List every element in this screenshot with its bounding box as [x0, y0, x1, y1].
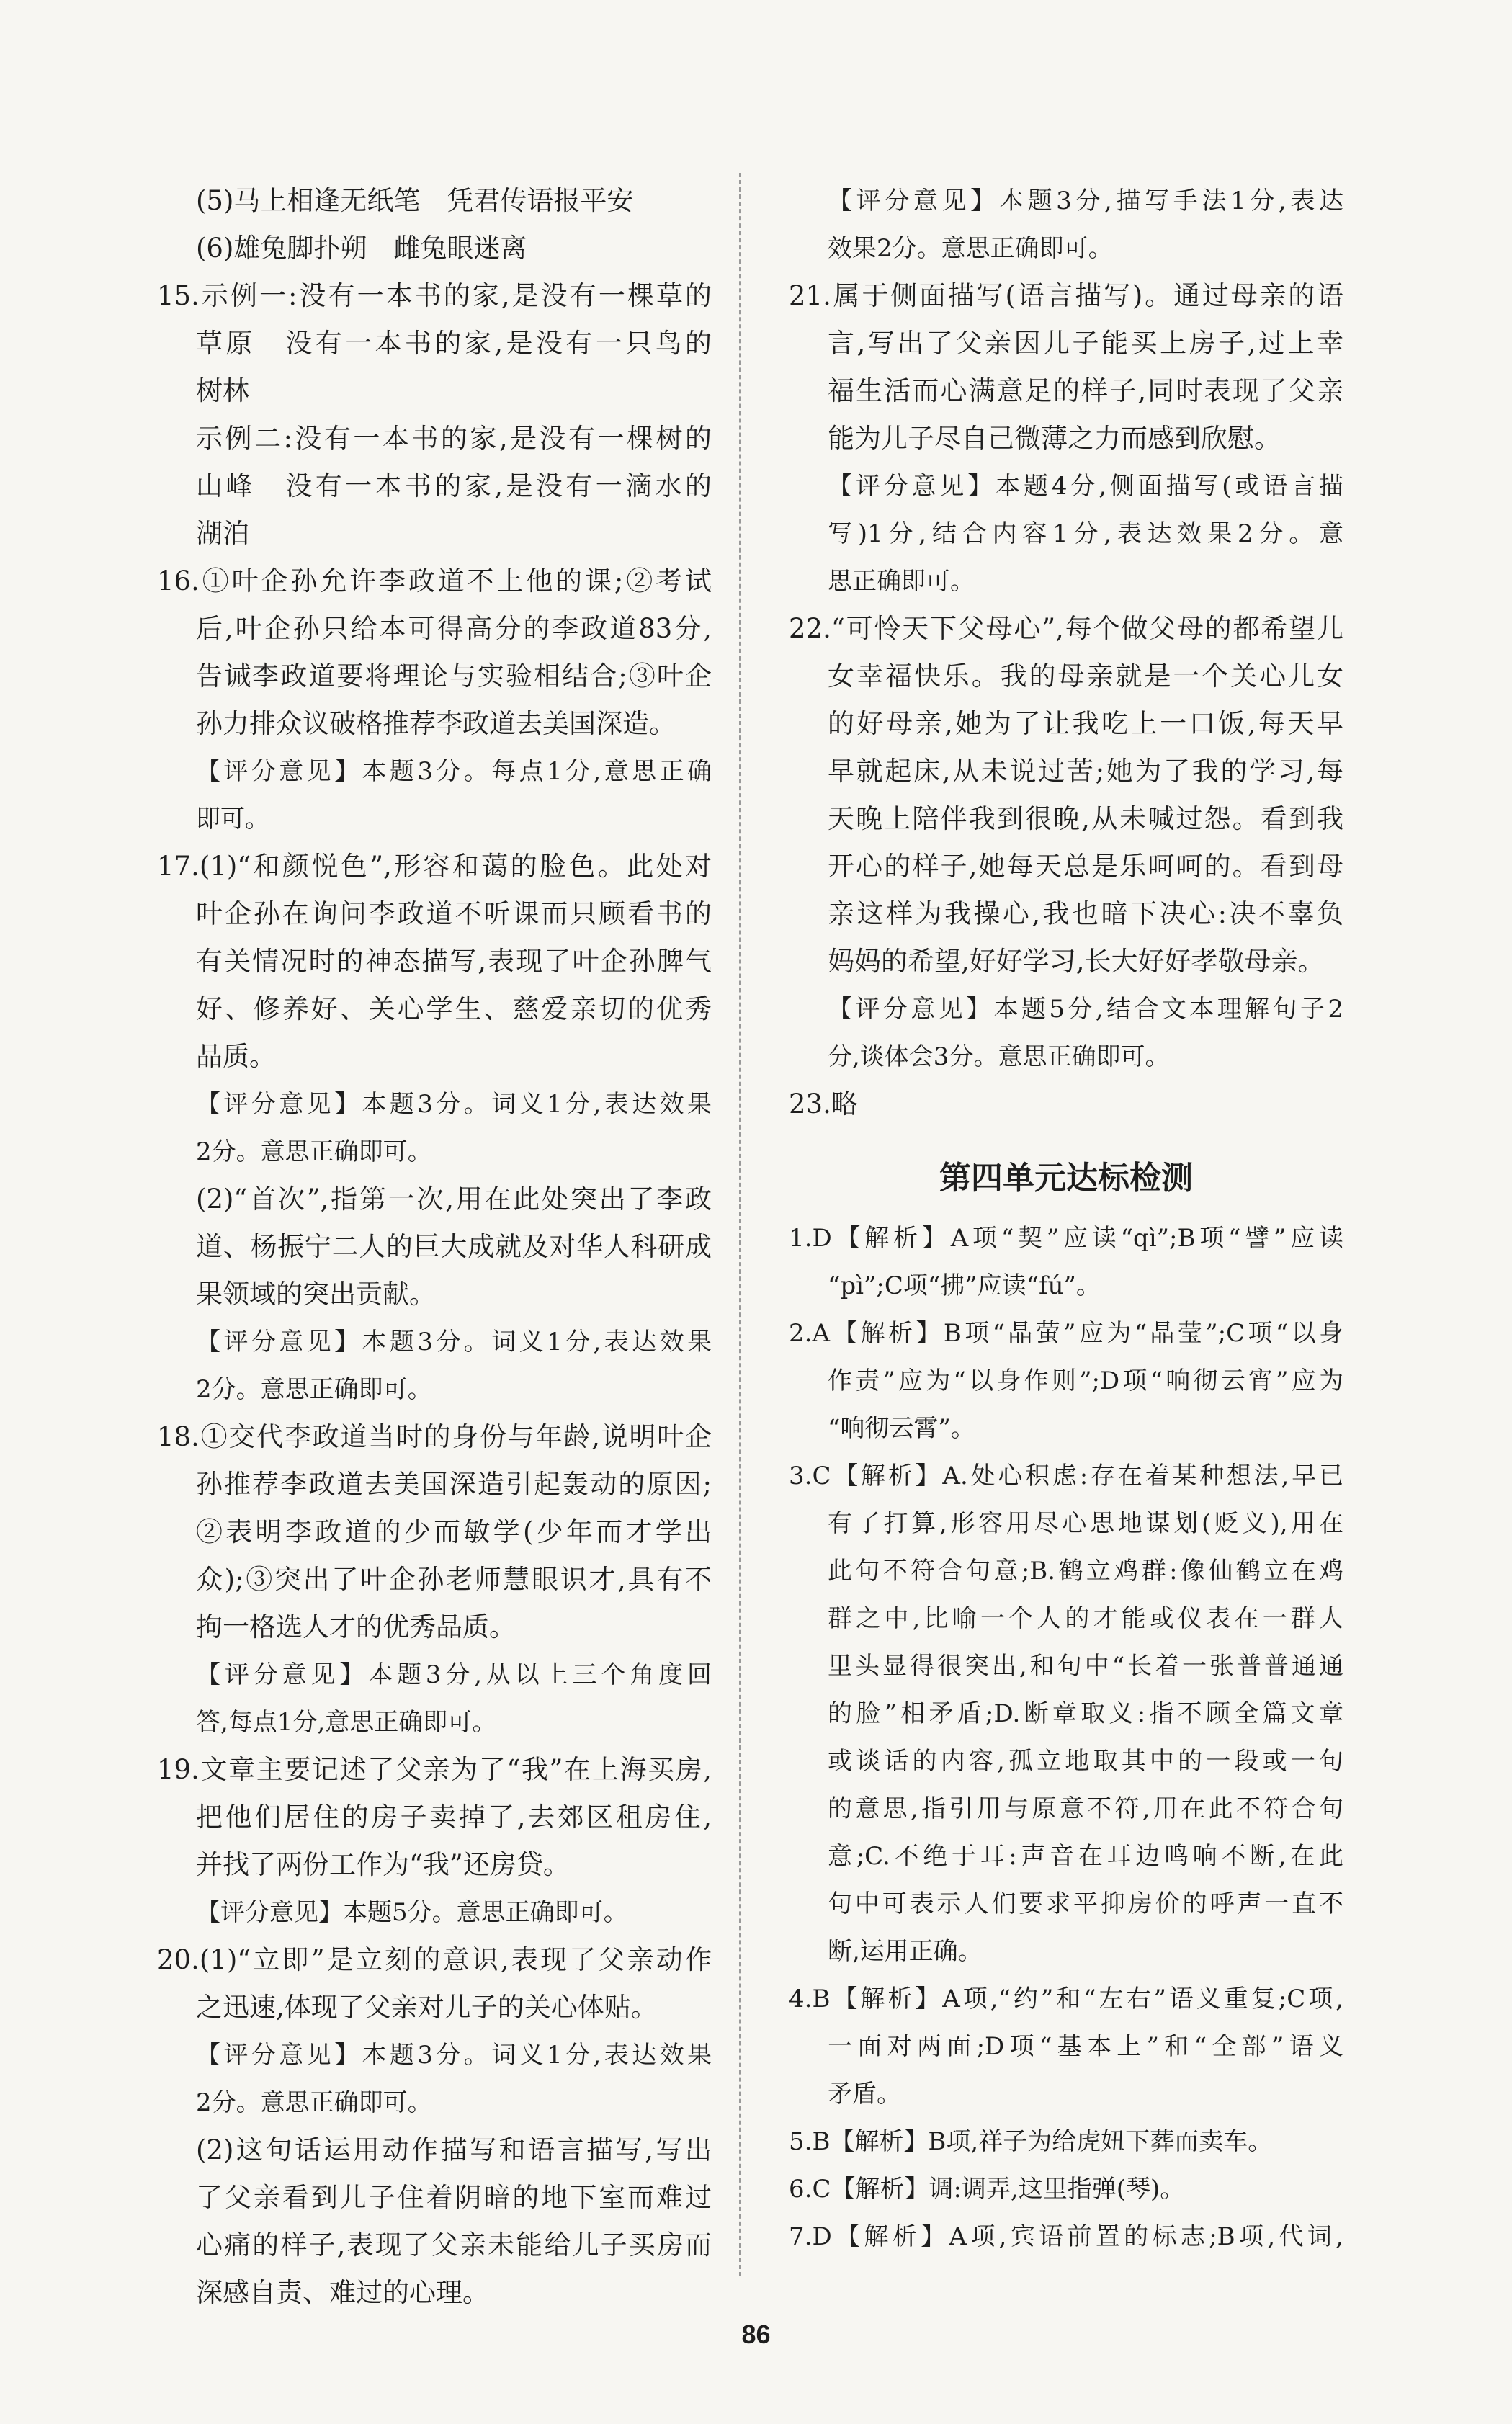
text-line: 作责”应为“以身作则”;D项“响彻云宵”应为: [828, 1367, 1343, 1395]
text-line: 【评分意见】本题4分,侧面描写(或语言描: [828, 472, 1343, 501]
text-line: 了父亲看到儿子住着阴暗的地下室而难过: [196, 2182, 712, 2213]
text-line: 断,运用正确。: [828, 1937, 983, 1966]
text-line: 【评分意见】本题3分。词义1分,表达效果: [196, 1328, 712, 1356]
text-line: 树林: [196, 375, 249, 406]
text-line: 意;C.不绝于耳:声音在耳边鸣响不断,在此: [828, 1842, 1343, 1871]
text-line: 思正确即可。: [828, 567, 975, 596]
text-line: 众);③突出了叶企孙老师慧眼识才,具有不: [196, 1564, 712, 1595]
text-line: 5.B【解析】B项,祥子为给虎妞下葬而卖车。: [789, 2127, 1273, 2156]
text-line: 能为儿子尽自己微薄之力而感到欣慰。: [828, 423, 1281, 454]
column-divider: [739, 173, 741, 2276]
text-line: 好、修养好、关心学生、慈爱亲切的优秀: [196, 993, 712, 1024]
text-line: 15.示例一:没有一本书的家,是没有一棵草的: [157, 280, 712, 311]
text-line: 此句不符合句意;B.鹤立鸡群:像仙鹤立在鸡: [828, 1557, 1343, 1586]
text-line: 有了打算,形容用尽心思地谋划(贬义),用在: [828, 1509, 1343, 1538]
text-line: 山峰 没有一本书的家,是没有一滴水的: [196, 470, 712, 501]
text-line: 并找了两份工作为“我”还房贷。: [196, 1849, 570, 1880]
text-line: 的脸”相矛盾;D.断章取义:指不顾全篇文章: [828, 1699, 1343, 1728]
text-line: 群之中,比喻一个人的才能或仪表在一群人: [828, 1604, 1343, 1633]
text-line: 19.文章主要记述了父亲为了“我”在上海买房,: [157, 1754, 712, 1785]
text-line: 【评分意见】本题3分,描写手法1分,表达: [828, 187, 1343, 215]
text-line: 草原 没有一本书的家,是没有一只鸟的: [196, 328, 712, 359]
text-line: 一面对两面;D项“基本上”和“全部”语义: [828, 2032, 1343, 2061]
text-line: 即可。: [196, 805, 269, 833]
text-line: 后,叶企孙只给本可得高分的李政道83分,: [196, 613, 712, 644]
text-line: ②表明李政道的少而敏学(少年而才学出: [196, 1516, 712, 1547]
left-column: [157, 177, 712, 2317]
text-line: 示例二:没有一本书的家,是没有一棵树的: [196, 423, 712, 454]
text-line: 言,写出了父亲因儿子能买上房子,过上幸: [828, 328, 1343, 359]
text-line: 2分。意思正确即可。: [196, 1375, 432, 1404]
text-line: 4.B【解析】A项,“约”和“左右”语义重复;C项,: [789, 1985, 1343, 2013]
page-number: 86: [741, 2320, 771, 2349]
text-line: 16.①叶企孙允许李政道不上他的课;②考试: [157, 565, 712, 596]
text-line: 拘一格选人才的优秀品质。: [196, 1611, 516, 1642]
text-line: 18.①交代李政道当时的身份与年龄,说明叶企: [157, 1421, 712, 1452]
text-line: 6.C【解析】调:调弄,这里指弹(琴)。: [789, 2175, 1185, 2204]
text-line: 20.(1)“立即”是立刻的意识,表现了父亲动作: [157, 1944, 712, 1975]
text-line: 23.略: [789, 1088, 858, 1119]
text-line: 把他们居住的房子卖掉了,去郊区租房住,: [196, 1802, 712, 1833]
text-line: 22.“可怜天下父母心”,每个做父母的都希望儿: [789, 613, 1343, 644]
text-line: 心痛的样子,表现了父亲未能给儿子买房而: [196, 2230, 712, 2260]
section-heading: 第四单元达标检测: [939, 1160, 1193, 1197]
text-line: 3.C【解析】A.处心积虑:存在着某种想法,早已: [789, 1462, 1343, 1490]
text-line: 的好母亲,她为了让我吃上一口饭,每天早: [828, 708, 1343, 739]
text-line: 【评分意见】本题3分。每点1分,意思正确: [196, 757, 712, 786]
text-line: (6)雄兔脚扑朔 雌兔眼迷离: [196, 233, 527, 264]
text-line: 深感自责、难过的心理。: [196, 2277, 489, 2308]
text-line: (2)“首次”,指第一次,用在此处突出了李政: [196, 1184, 712, 1215]
text-line: 【评分意见】本题5分,结合文本理解句子2: [828, 995, 1343, 1024]
text-line: 1.D【解析】A项“契”应读“qì”;B项“譬”应读: [789, 1224, 1343, 1253]
text-line: 效果2分。意思正确即可。: [828, 234, 1113, 263]
text-line: 女幸福快乐。我的母亲就是一个关心儿女: [828, 661, 1343, 692]
text-line: 【评分意见】本题3分。词义1分,表达效果: [196, 1090, 712, 1119]
right-column-unit-test: [789, 1215, 1343, 2260]
text-line: 早就起床,从未说过苦;她为了我的学习,每: [828, 756, 1343, 787]
text-line: 孙力排众议破格推荐李政道去美国深造。: [196, 708, 676, 739]
text-line: 7.D【解析】A项,宾语前置的标志;B项,代词,: [789, 2222, 1343, 2251]
text-line: “pì”;C项“拂”应读“fú”。: [828, 1271, 1101, 1300]
text-line: 句中可表示人们要求平抑房价的呼声一直不: [828, 1889, 1343, 1918]
text-line: 开心的样子,她每天总是乐呵呵的。看到母: [828, 851, 1343, 882]
text-line: 告诫李政道要将理论与实验相结合;③叶企: [196, 661, 712, 692]
text-line: 里头显得很突出,和句中“长着一张普普通通: [828, 1652, 1343, 1681]
text-line: 2分。意思正确即可。: [196, 2088, 432, 2117]
text-line: (5)马上相逢无纸笔 凭君传语报平安: [196, 185, 634, 216]
text-line: 2.A【解析】B项“晶萤”应为“晶莹”;C项“以身: [789, 1319, 1343, 1348]
text-line: 果领域的突出贡献。: [196, 1279, 436, 1310]
text-line: 之迅速,体现了父亲对儿子的关心体贴。: [196, 1992, 658, 2023]
text-line: (2)这句话运用动作描写和语言描写,写出: [196, 2134, 712, 2165]
text-line: 道、杨振宁二人的巨大成就及对华人科研成: [196, 1231, 712, 1262]
text-line: 答,每点1分,意思正确即可。: [196, 1708, 497, 1737]
text-line: 写)1分,结合内容1分,表达效果2分。意: [828, 519, 1343, 548]
text-line: 【评分意见】本题5分。意思正确即可。: [196, 1898, 628, 1927]
text-line: 17.(1)“和颜悦色”,形容和蔼的脸色。此处对: [157, 851, 712, 882]
text-line: 矛盾。: [828, 2080, 901, 2108]
text-line: “响彻云霄”。: [828, 1414, 975, 1443]
text-line: 21.属于侧面描写(语言描写)。通过母亲的语: [789, 280, 1343, 311]
text-line: 孙推荐李政道去美国深造引起轰动的原因;: [196, 1469, 712, 1500]
text-line: 湖泊: [196, 518, 249, 549]
text-line: 分,谈体会3分。意思正确即可。: [828, 1042, 1170, 1071]
right-column: [789, 177, 1343, 2260]
text-line: 妈妈的希望,好好学习,长大好好孝敬母亲。: [828, 946, 1325, 977]
text-line: 叶企孙在询问李政道不听课而只顾看书的: [196, 898, 712, 929]
text-line: 天晚上陪伴我到很晚,从未喊过怨。看到我: [828, 803, 1343, 834]
text-line: 亲这样为我操心,我也暗下决心:决不辜负: [828, 898, 1343, 929]
text-line: 【评分意见】本题3分。词义1分,表达效果: [196, 2041, 712, 2070]
text-line: 福生活而心满意足的样子,同时表现了父亲: [828, 375, 1343, 406]
right-column-answers: [789, 177, 1343, 1128]
text-line: 【评分意见】本题3分,从以上三个角度回: [196, 1660, 712, 1689]
text-line: 2分。意思正确即可。: [196, 1137, 432, 1166]
text-line: 品质。: [196, 1041, 276, 1072]
text-line: 或谈话的内容,孤立地取其中的一段或一句: [828, 1747, 1343, 1776]
text-line: 的意思,指引用与原意不符,用在此不符合句: [828, 1794, 1343, 1823]
text-line: 有关情况时的神态描写,表现了叶企孙脾气: [196, 946, 712, 977]
